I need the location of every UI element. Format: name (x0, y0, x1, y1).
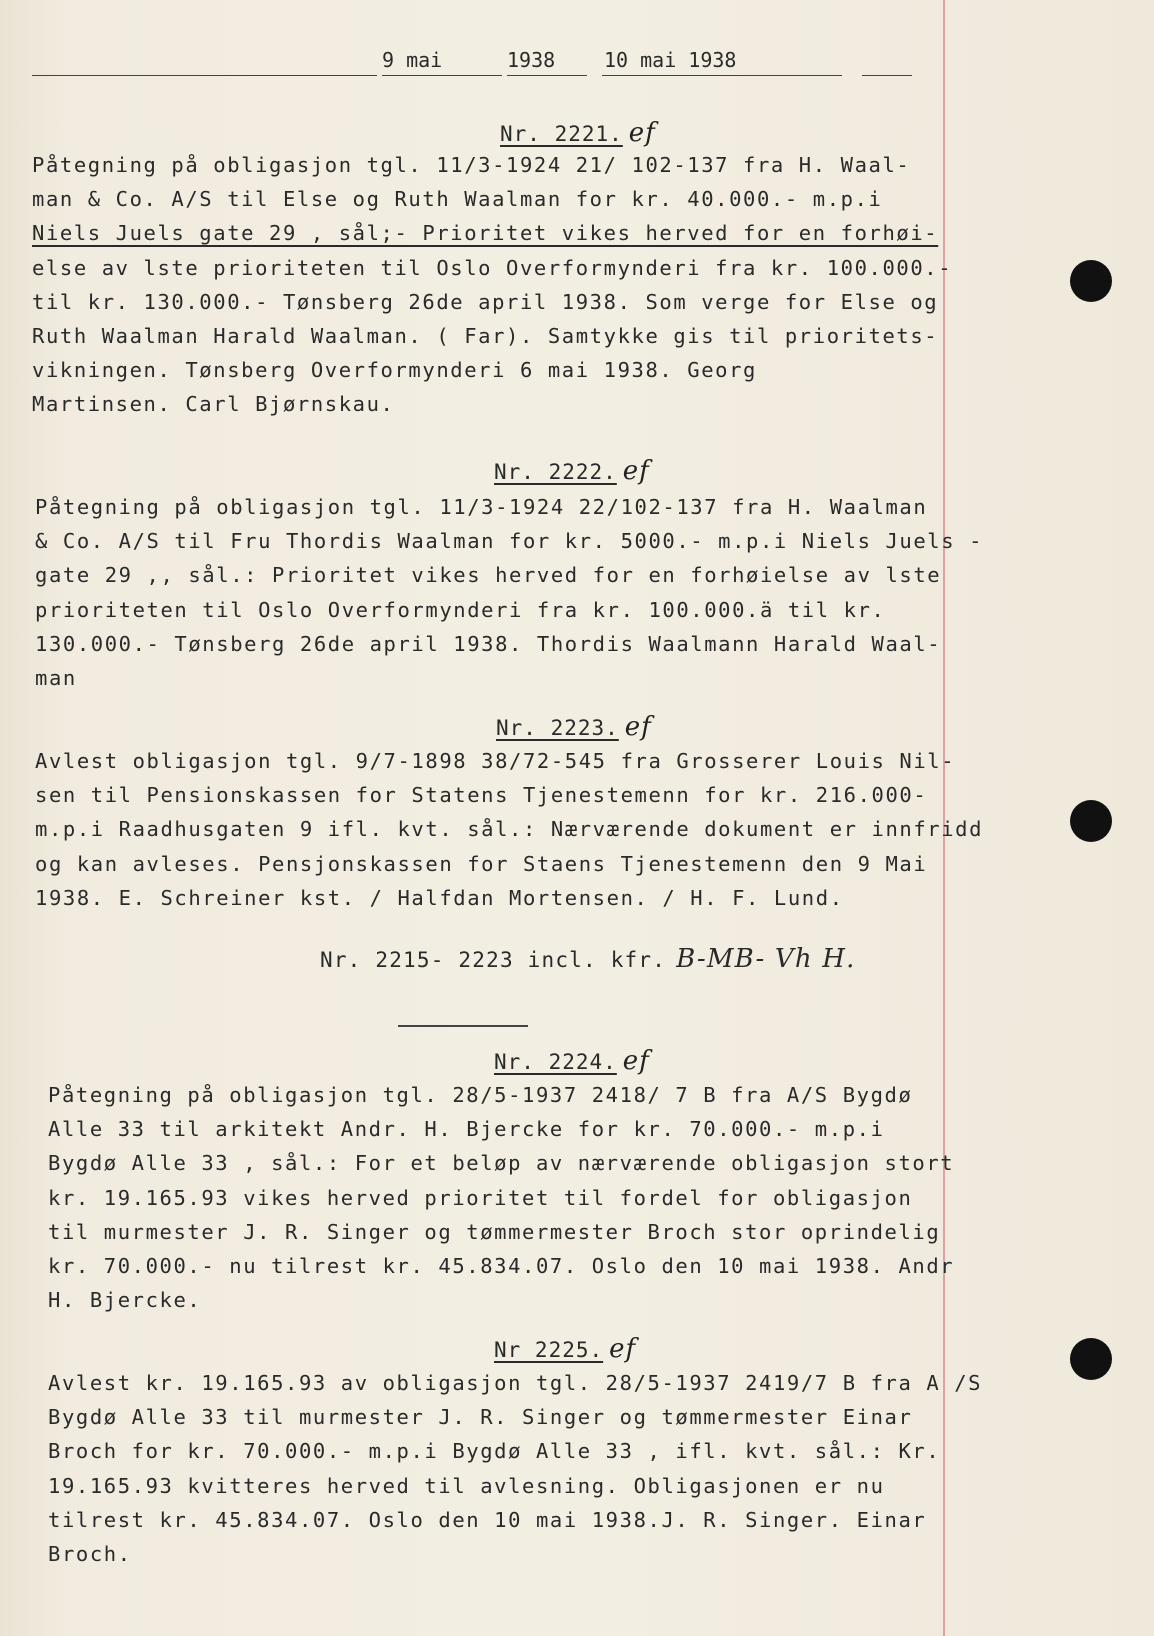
header-rule-right (602, 75, 842, 77)
header-left-date: 9 mai (382, 48, 443, 72)
entry-line: 1938. E. Schreiner kst. / Halfdan Mortensen. / H. F. Lund. (35, 885, 844, 910)
handwritten-mark: ef (622, 1046, 650, 1076)
entry-line: Avlest kr. 19.165.93 av obligasjon tgl. 28/5-1937 2419/7 B fra A /S (48, 1371, 983, 1395)
entry-line: H. Bjercke. (48, 1288, 202, 1313)
entry-line: til kr. 130.000.- Tønsberg 26de april 1938. Som verge for Else og (32, 289, 939, 314)
header-rule-end (862, 75, 912, 77)
page-header (32, 48, 912, 78)
entry-number-2221 (500, 118, 656, 148)
entry-line: Påtegning på obligasjon tgl. 28/5-1937 2418/ 7 B fra A/S Bygdø (48, 1083, 913, 1107)
entry-line: man (35, 666, 77, 691)
entry-number-2224 (494, 1046, 650, 1076)
handwritten-mark: ef (624, 712, 652, 742)
entry-line: Broch for kr. 70.000.- m.p.i Bygdø Alle 33 , ifl. kvt. sål.: Kr. (48, 1439, 941, 1464)
handwritten-mark: ef (628, 118, 656, 148)
entry-line: kr. 70.000.- nu tilrest kr. 45.834.07. Oslo den 10 mai 1938. Andr (48, 1254, 955, 1279)
entry-number-2222 (494, 456, 650, 486)
entry-line: gate 29 ,, sål.: Prioritet vikes herved for en forhøielse av lste (35, 563, 942, 588)
entry-number-2225 (494, 1334, 636, 1364)
entry-line: Martinsen. Carl Bjørnskau. (32, 392, 395, 417)
header-rule-date (382, 75, 502, 77)
entry-line: prioriteten til Oslo Overformynderi fra kr. 100.000.ä til kr. (35, 597, 886, 622)
entry-line: else av lste prioriteten til Oslo Overformynderi fra kr. 100.000.- (32, 255, 953, 280)
entry-line: Bygdø Alle 33 til murmester J. R. Singer og tømmermester Einar (48, 1405, 913, 1430)
punch-hole-middle (1070, 800, 1112, 842)
entry-line: m.p.i Raadhusgaten 9 ifl. kvt. sål.: Nærværende dokument er innfridd (35, 817, 984, 842)
entry-text-2224 (48, 1078, 954, 1317)
handwritten-mark: ef (609, 1334, 637, 1364)
entry-line: Niels Juels gate 29 , sål;- Prioritet vikes herved for en forhøi- (32, 221, 939, 246)
punch-hole-bottom (1070, 1338, 1112, 1380)
header-year: 1938 (507, 48, 556, 72)
entry-line: vikningen. Tønsberg Overformynderi 6 mai 1938. Georg (32, 358, 757, 383)
entry-number-text: Nr. 2223. (496, 716, 619, 740)
entry-text-2222 (35, 490, 983, 695)
header-rule-year (507, 75, 587, 77)
entry-line: Bygdø Alle 33 , sål.: For et beløp av nærværende obligasjon stort (48, 1151, 955, 1176)
entry-line: 130.000.- Tønsberg 26de april 1938. Thordis Waalmann Harald Waal- (35, 631, 942, 656)
header-rule-left (32, 75, 377, 77)
entry-line: sen til Pensionskassen for Statens Tjenestemenn for kr. 216.000- (35, 783, 928, 808)
entry-line: tilrest kr. 45.834.07. Oslo den 10 mai 1938.J. R. Singer. Einar (48, 1507, 927, 1532)
entry-line: Alle 33 til arkitekt Andr. H. Bjercke for kr. 70.000.- m.p.i (48, 1117, 885, 1142)
entry-line: kr. 19.165.93 vikes herved prioritet til fordel for obligasjon (48, 1185, 913, 1210)
summary-line (320, 944, 856, 974)
handwritten-initials: B-MB- Vh H. (676, 944, 856, 974)
entry-line: man & Co. A/S til Else og Ruth Waalman for kr. 40.000.- m.p.i (32, 187, 883, 212)
entry-line: 19.165.93 kvitteres herved til avlesning. Obligasjonen er nu (48, 1473, 885, 1498)
entry-number-text: Nr. 2222. (494, 460, 617, 484)
entry-text-2223 (35, 744, 983, 915)
entry-line: Påtegning på obligasjon tgl. 11/3-1924 22/102-137 fra H. Waalman (35, 495, 928, 519)
entry-line: og kan avleses. Pensjonskassen for Staens Tjenestemenn den 9 Mai (35, 851, 928, 876)
entry-number-2223 (496, 712, 652, 742)
entry-text-2225 (48, 1366, 982, 1571)
entry-line: & Co. A/S til Fru Thordis Waalman for kr. 5000.- m.p.i Niels Juels - (35, 529, 984, 554)
entry-text-2221 (32, 148, 952, 422)
entry-line: til murmester J. R. Singer og tømmermester Broch stor oprindelig (48, 1219, 941, 1244)
summary-text: Nr. 2215- 2223 incl. kfr. (320, 948, 667, 972)
entry-line: Avlest obligasjon tgl. 9/7-1898 38/72-545 fra Grosserer Louis Nil- (35, 749, 956, 773)
entry-line: Ruth Waalman Harald Waalman. ( Far). Samtykke gis til prioritets- (32, 324, 939, 349)
header-right-date: 10 mai 1938 (604, 48, 737, 72)
entry-number-text: Nr 2225. (494, 1338, 604, 1362)
entry-line: Påtegning på obligasjon tgl. 11/3-1924 21/ 102-137 fra H. Waal- (32, 153, 911, 177)
separator-rule (398, 1025, 528, 1027)
entry-number-text: Nr. 2221. (500, 122, 623, 146)
punch-hole-top (1070, 260, 1112, 302)
entry-line: Broch. (48, 1542, 132, 1567)
handwritten-mark: ef (622, 456, 650, 486)
entry-number-text: Nr. 2224. (494, 1050, 617, 1074)
